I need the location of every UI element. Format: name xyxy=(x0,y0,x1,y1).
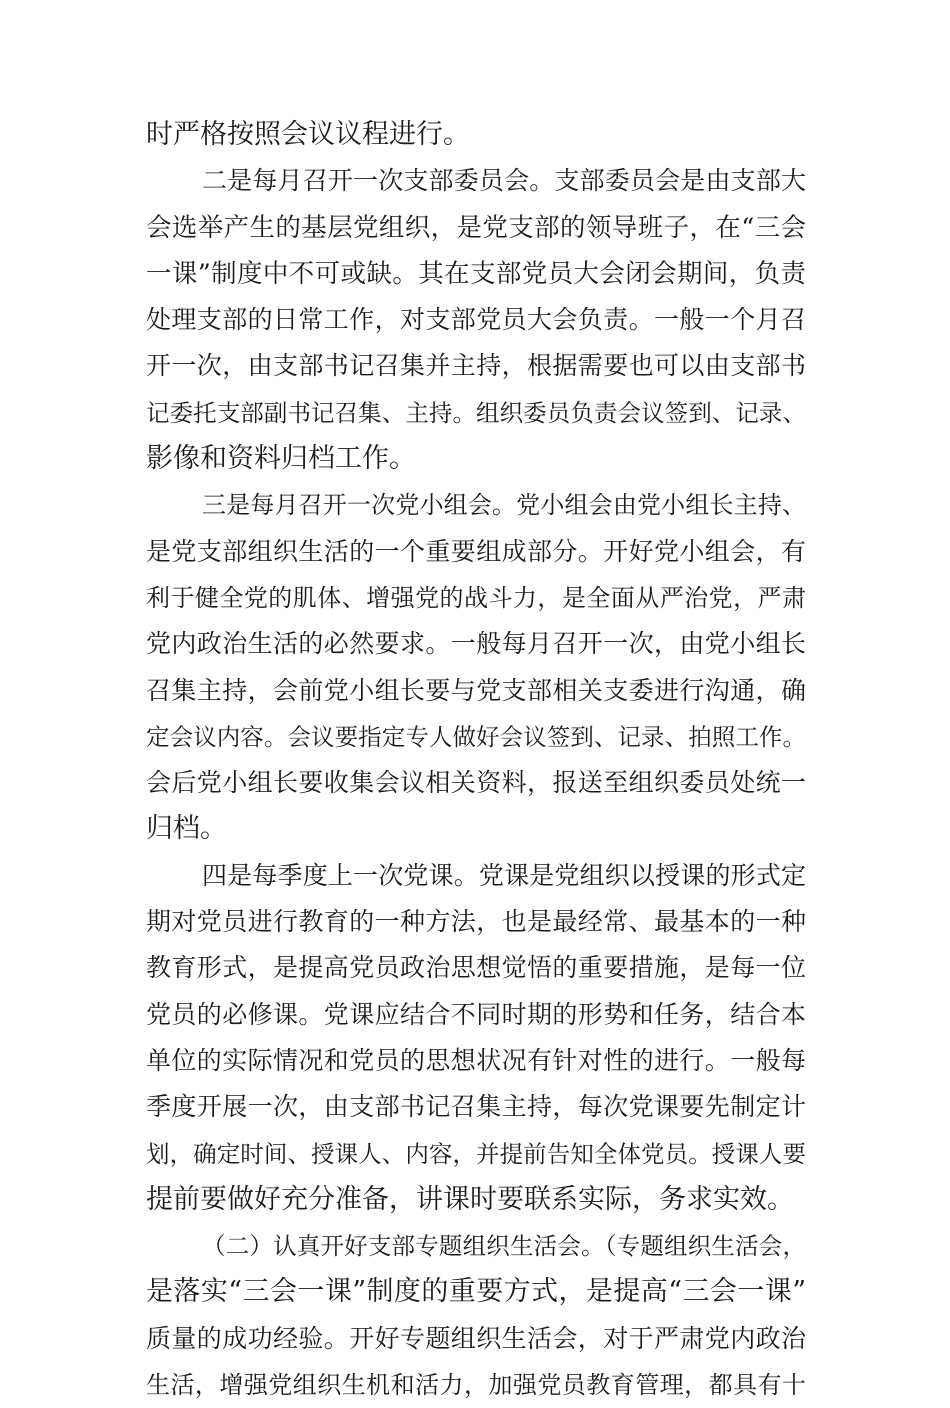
text-line: 教育形式，是提高党员政治思想觉悟的重要措施，是每一位 xyxy=(146,953,806,983)
text-line: 是落实“三会一课”制度的重要方式，是提高“三会一课” xyxy=(146,1276,806,1308)
text-line: 期对党员进行教育的一种方法，也是最经常、最基本的一种 xyxy=(146,907,806,937)
text-line: 归档。 xyxy=(146,813,227,845)
text-line: 开一次，由支部书记召集并主持，根据需要也可以由支部书 xyxy=(146,351,806,381)
text-line: 划，确定时间、授课人、内容，并提前告知全体党员。授课人要 xyxy=(146,1139,806,1168)
text-line: 定会议内容。会议要指定专人做好会议签到、记录、拍照工作。 xyxy=(146,722,806,751)
text-line: 党员的必修课。党课应结合不同时期的形势和任务，结合本 xyxy=(146,999,806,1029)
text-line: 党内政治生活的必然要求。一般每月召开一次，由党小组长 xyxy=(146,629,806,659)
document-body xyxy=(146,112,806,1408)
text-line: 质量的成功经验。开好专题组织生活会，对于严肃党内政治 xyxy=(146,1323,806,1353)
paragraph-first-line: 三是每月召开一次党小组会。党小组会由党小组长主持、 xyxy=(202,491,806,520)
text-line: 记委托支部副书记召集、主持。组织委员负责会议签到、记录、 xyxy=(146,398,806,427)
paragraph-first-line: 二是每月召开一次支部委员会。支部委员会是由支部大 xyxy=(202,166,806,196)
text-line: 生活，增强党组织生机和活力，加强党员教育管理，都具有十 xyxy=(146,1371,806,1400)
text-line: 时严格按照会议议程进行。 xyxy=(146,119,470,150)
text-line: 季度开展一次，由支部书记召集主持，每次党课要先制定计 xyxy=(146,1092,806,1122)
text-line: 一课”制度中不可或缺。其在支部党员大会闭会期间，负责 xyxy=(146,258,806,289)
text-line: 会选举产生的基层党组织，是党支部的领导班子，在“三会 xyxy=(146,212,806,243)
text-line: 处理支部的日常工作，对支部党员大会负责。一般一个月召 xyxy=(146,305,806,335)
text-line: 影像和资料归档工作。 xyxy=(146,443,416,475)
text-line: 是党支部组织生活的一个重要组成部分。开好党小组会，有 xyxy=(146,536,806,566)
paragraph-first-line: （二）认真开好支部专题组织生活会。（专题组织生活会， xyxy=(202,1232,806,1261)
text-line: 单位的实际情况和党员的思想状况有针对性的进行。一般每 xyxy=(146,1045,806,1075)
text-line: 召集主持，会前党小组长要与党支部相关支委进行沟通，确 xyxy=(146,675,806,705)
text-line: 提前要做好充分准备，讲课时要联系实际，务求实效。 xyxy=(146,1183,794,1215)
text-line: 会后党小组长要收集会议相关资料，报送至组织委员处统一 xyxy=(146,768,806,798)
paragraph-first-line: 四是每季度上一次党课。党课是党组织以授课的形式定 xyxy=(202,860,806,890)
text-line: 利于健全党的肌体、增强党的战斗力，是全面从严治党，严肃 xyxy=(146,583,806,612)
